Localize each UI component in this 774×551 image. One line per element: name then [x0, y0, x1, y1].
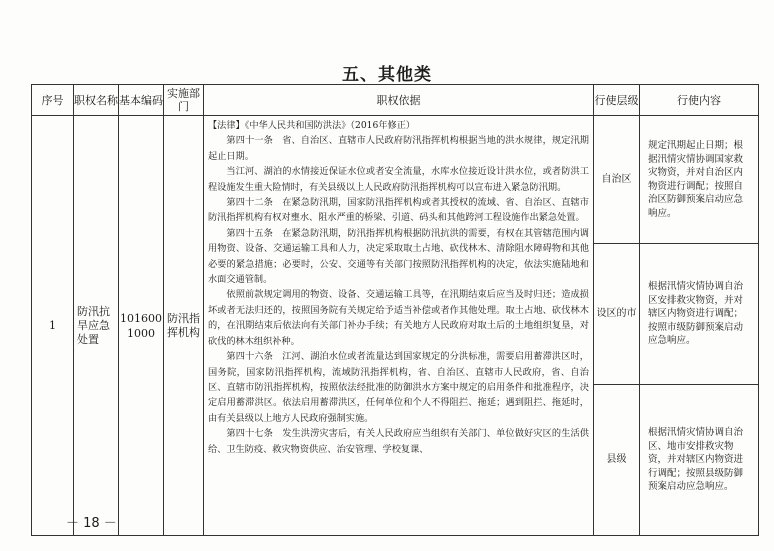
header-level: 行使层级 [594, 85, 640, 116]
row-basis [204, 116, 594, 536]
table-row [32, 116, 759, 244]
power-table [31, 84, 759, 536]
row-dept: 防汛指挥机构 [164, 116, 204, 536]
basis-paragraph: 第四十一条 省、自治区、直辖市人民政府防汛指挥机构根据当地的洪水规律，规定汛期起止日期。 [208, 135, 589, 162]
row-code: 101600 1000 [119, 116, 164, 536]
header-seq: 序号 [32, 85, 74, 116]
header-basis: 职权依据 [204, 85, 594, 116]
header-power-name: 职权名称 [74, 85, 119, 116]
header-content: 行使内容 [640, 85, 759, 116]
basis-paragraph: 第四十七条 发生洪涝灾害后，有关人民政府应当组织有关部门、单位做好灾区的生活供给、卫生防疫、救灾物资供应、治安管理、学校复课、 [208, 428, 589, 455]
content-cell: 根据汛情灾情协调自治区、地市安排救灾物资，并对辖区内物资进行调配；按照县级防御预案启动应急响应。 [640, 385, 759, 536]
level-cell: 自治区 [594, 116, 640, 244]
table-header-row [32, 85, 759, 116]
basis-paragraph: 依照前款规定调用的物资、设备、交通运输工具等，在汛期结束后应当及时归还；造成损坏或者无法归还的，按照国务院有关规定给予适当补偿或者作其他处理。取土占地、砍伐林木的，在汛期结束后依法向有关部门补办手续；有关地方人民政府对取土后的土地组织复垦，对砍伐的林木组织补种。 [208, 289, 589, 347]
level-cell: 设区的市 [594, 244, 640, 385]
content-cell: 规定汛期起止日期；根据汛情灾情协调国家救灾物资，并对自治区内物资进行调配；按照自治区防御预案启动应急响应。 [640, 116, 759, 244]
basis-paragraph: 当江河、湖泊的水情接近保证水位或者安全流量，水库水位接近设计洪水位，或者防洪工程设施发生重大险情时，有关县级以上人民政府防汛指挥机构可以宣布进入紧急防汛期。 [208, 166, 589, 193]
page-number: － 18 － [66, 516, 117, 531]
basis-paragraph: 第四十六条 江河、湖泊水位或者流量达到国家规定的分洪标准，需要启用蓄滞洪区时，国务院，国家防汛指挥机构，流域防汛指挥机构，省、自治区、直辖市人民政府，省、自治区、直辖市防汛指挥机构，按照依法经批准的防御洪水方案中规定的启用条件和批准程序，决定启用蓄滞洪区。依法启用蓄滞洪区，任何单位和个人不得阻拦、拖延；遇到阻拦、拖延时，由有关县级以上地方人民政府强制实施。 [208, 351, 589, 424]
section-title: 五、其他类 [342, 65, 432, 85]
level-cell: 县级 [594, 385, 640, 536]
content-cell: 根据汛情灾情协调自治区安排救灾物资，并对辖区内物资进行调配；按照市级防御预案启动应急响应。 [640, 244, 759, 385]
basis-paragraph: 第四十五条 在紧急防汛期，防汛指挥机构根据防汛抗洪的需要，有权在其管辖范围内调用物资、设备、交通运输工具和人力，决定采取取土占地、砍伐林木、清除阻水障碍物和其他必要的紧急措施；必要时，公安、交通等有关部门按照防汛指挥机构的决定，依法实施陆地和水面交通管制。 [208, 227, 589, 286]
header-code: 基本编码 [119, 85, 164, 116]
header-dept: 实施部门 [164, 85, 204, 116]
row-seq: 1 [32, 116, 74, 536]
row-power-name: 防汛抗旱应急处置 [74, 116, 119, 536]
basis-paragraph: 第四十二条 在紧急防汛期，国家防汛指挥机构或者其授权的流域、省、自治区、直辖市防汛指挥机构有权对壅水、阻水严重的桥梁、引道、码头和其他跨河工程设施作出紧急处置。 [208, 197, 589, 224]
basis-paragraph: 【法律】《中华人民共和国防洪法》（2016年修正） [208, 120, 416, 131]
